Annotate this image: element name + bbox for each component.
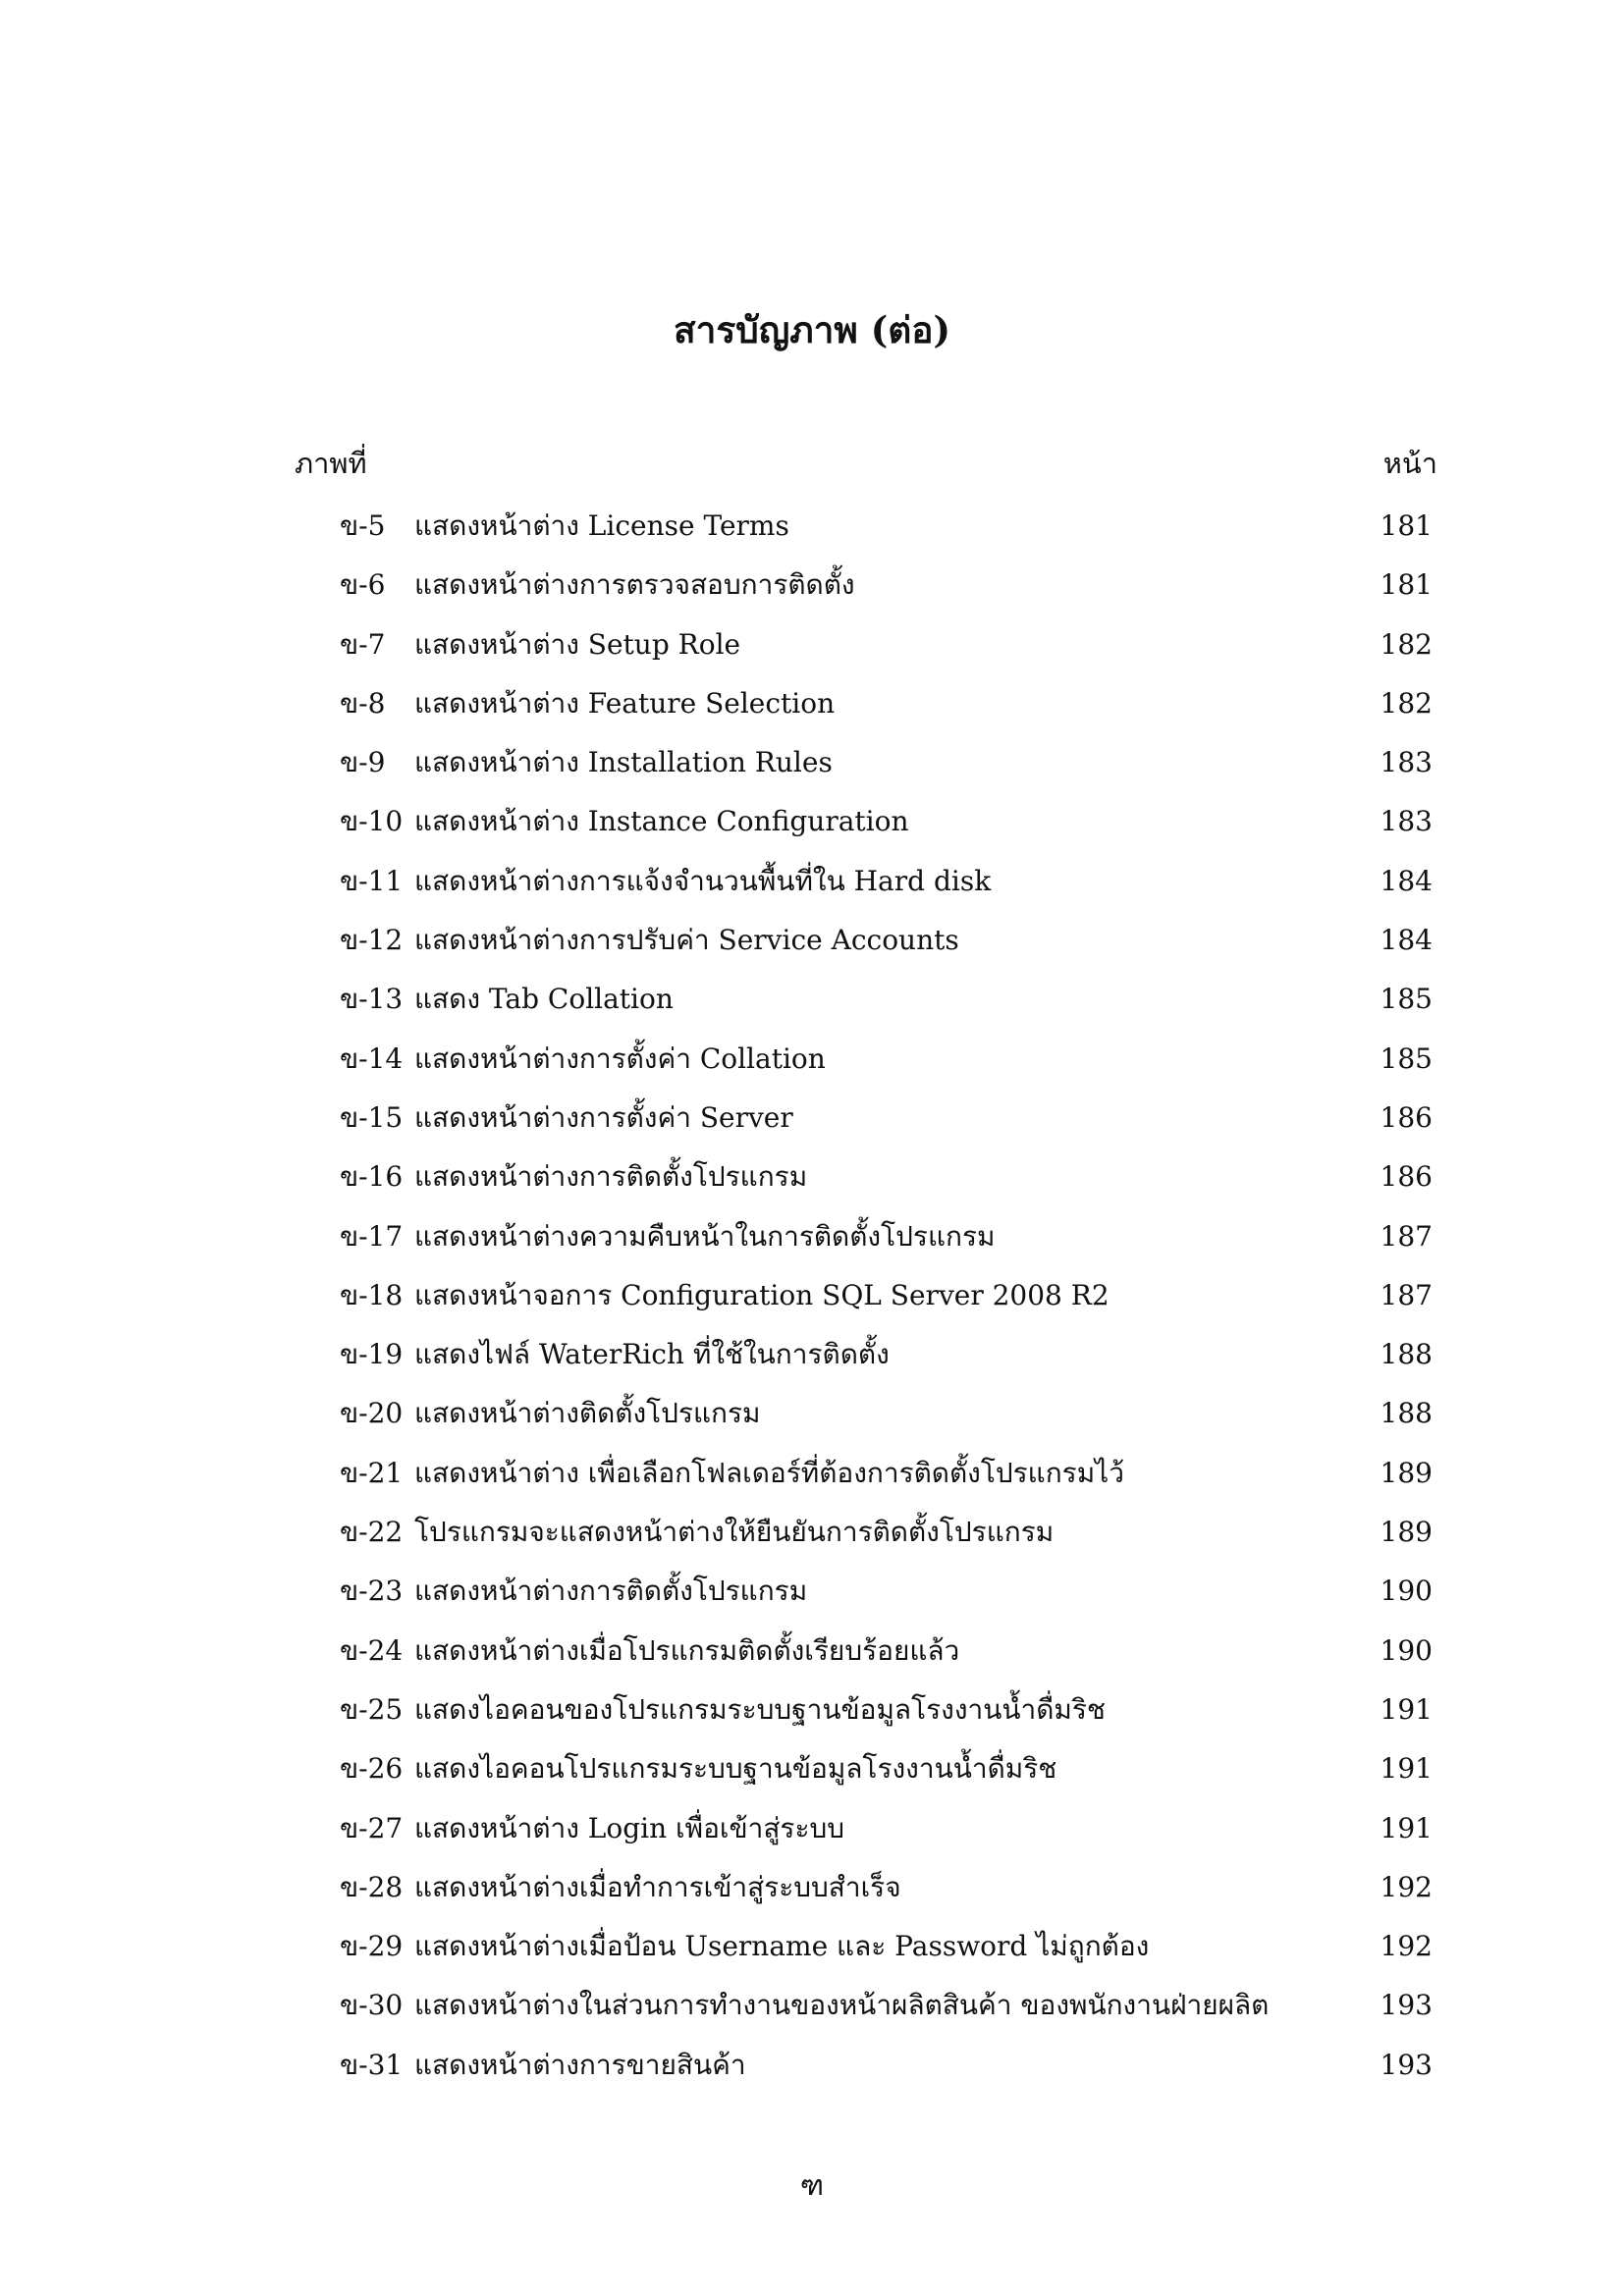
figure-page-number: 186	[1380, 1160, 1433, 1194]
figure-caption: แสดงไอคอนโปรแกรมระบบฐานข้อมูลโรงงานน้ำดื่มริช	[414, 1752, 1057, 1786]
figure-page-number: 182	[1380, 627, 1433, 661]
figure-number: ข-19	[340, 1338, 404, 1371]
figure-caption: แสดงหน้าต่าง Login เพื่อเข้าสู่ระบบ	[414, 1811, 845, 1844]
figure-page-number: 186	[1380, 1100, 1433, 1134]
figure-page-number: 190	[1380, 1633, 1433, 1667]
list-item	[0, 733, 1624, 792]
figure-page-number: 185	[1380, 983, 1433, 1016]
figure-caption: แสดงหน้าต่างเมื่อทำการเข้าสู่ระบบสำเร็จ	[414, 1870, 901, 1903]
list-item	[0, 1562, 1624, 1621]
figure-page-number: 185	[1380, 1041, 1433, 1075]
figure-page-number: 187	[1380, 1219, 1433, 1253]
figure-page-number: 193	[1380, 1989, 1433, 2022]
list-item	[0, 1384, 1624, 1443]
figure-number: ข-13	[340, 983, 404, 1016]
figure-page-number: 188	[1380, 1397, 1433, 1430]
figure-number: ข-31	[340, 2048, 404, 2081]
page-title: สารบัญภาพ (ต่อ)	[674, 308, 950, 351]
figure-caption: แสดงหน้าต่างการตรวจสอบการติดตั้ง	[414, 568, 855, 602]
figure-number: ข-28	[340, 1870, 404, 1903]
figure-number: ข-6	[340, 568, 386, 602]
figure-page-number: 189	[1380, 1456, 1433, 1489]
list-item	[0, 1681, 1624, 1739]
figure-number: ข-29	[340, 1930, 404, 1963]
figure-page-number: 192	[1380, 1930, 1433, 1963]
figure-number: ข-17	[340, 1219, 404, 1253]
figure-page-number: 190	[1380, 1575, 1433, 1608]
figure-caption: แสดงหน้าต่าง เพื่อเลือกโฟลเดอร์ที่ต้องการติดตั้งโปรแกรมไว้	[414, 1456, 1124, 1489]
figure-number: ข-10	[340, 805, 404, 838]
list-item	[0, 1207, 1624, 1266]
figure-list	[0, 497, 1624, 2095]
figure-page-number: 183	[1380, 805, 1433, 838]
list-item	[0, 556, 1624, 614]
list-item	[0, 852, 1624, 911]
figure-number: ข-20	[340, 1397, 404, 1430]
list-item	[0, 674, 1624, 733]
figure-page-number: 188	[1380, 1338, 1433, 1371]
figure-page-number: 181	[1380, 568, 1433, 602]
list-item	[0, 1976, 1624, 2035]
figure-number: ข-8	[340, 686, 386, 720]
list-item	[0, 1266, 1624, 1325]
figure-caption: แสดงไอคอนของโปรแกรมระบบฐานข้อมูลโรงงานน้ำดื่มริช	[414, 1692, 1106, 1726]
figure-caption: แสดงหน้าต่างเมื่อป้อน Username และ Password ไม่ถูกต้อง	[414, 1930, 1150, 1963]
figure-number: ข-12	[340, 924, 404, 957]
figure-caption: แสดงหน้าต่าง Feature Selection	[414, 686, 836, 720]
list-item	[0, 1089, 1624, 1148]
figure-caption: แสดงหน้าต่างการติดตั้งโปรแกรม	[414, 1575, 808, 1608]
figure-caption: แสดงหน้าต่างความคืบหน้าในการติดตั้งโปรแกรม	[414, 1219, 996, 1253]
page-column-heading: หน้า	[1382, 447, 1437, 480]
figure-caption: โปรแกรมจะแสดงหน้าต่างให้ยืนยันการติดตั้งโปรแกรม	[414, 1516, 1055, 1549]
figure-page-number: 182	[1380, 686, 1433, 720]
figure-caption: แสดงหน้าต่างเมื่อโปรแกรมติดตั้งเรียบร้อยแล้ว	[414, 1633, 960, 1667]
figure-page-number: 187	[1380, 1278, 1433, 1311]
list-item	[0, 1503, 1624, 1562]
figure-caption: แสดงหน้าจอการ Configuration SQL Server 2008 R2	[414, 1278, 1110, 1311]
figure-page-number: 184	[1380, 924, 1433, 957]
figure-page-number: 181	[1380, 509, 1433, 542]
list-item	[0, 970, 1624, 1029]
figure-number: ข-5	[340, 509, 386, 542]
figure-column-heading: ภาพที่	[295, 447, 367, 480]
figure-number: ข-23	[340, 1575, 404, 1608]
figure-number: ข-24	[340, 1633, 404, 1667]
list-item	[0, 911, 1624, 970]
figure-number: ข-15	[340, 1100, 404, 1134]
figure-number: ข-22	[340, 1516, 404, 1549]
figure-caption: แสดงหน้าต่าง License Terms	[414, 509, 789, 542]
list-item	[0, 1148, 1624, 1206]
figure-number: ข-21	[340, 1456, 404, 1489]
figure-number: ข-11	[340, 864, 404, 897]
figure-caption: แสดงหน้าต่างการปรับค่า Service Accounts	[414, 924, 959, 957]
figure-number: ข-16	[340, 1160, 404, 1194]
list-item	[0, 1858, 1624, 1917]
list-item	[0, 1622, 1624, 1681]
figure-caption: แสดงหน้าต่างติดตั้งโปรแกรม	[414, 1397, 761, 1430]
list-item	[0, 1739, 1624, 1798]
list-item	[0, 497, 1624, 556]
page-number: ฑ	[799, 2168, 825, 2202]
list-item	[0, 792, 1624, 851]
list-item	[0, 1030, 1624, 1089]
figure-caption: แสดงหน้าต่างในส่วนการทำงานของหน้าผลิตสินค้า ของพนักงานฝ่ายผลิต	[414, 1989, 1270, 2022]
list-item	[0, 1325, 1624, 1384]
list-item	[0, 1444, 1624, 1503]
figure-page-number: 191	[1380, 1811, 1433, 1844]
figure-caption: แสดง Tab Collation	[414, 983, 674, 1016]
figure-number: ข-25	[340, 1692, 404, 1726]
figure-caption: แสดงหน้าต่าง Installation Rules	[414, 746, 833, 779]
list-item	[0, 615, 1624, 674]
figure-caption: แสดงหน้าต่างการขายสินค้า	[414, 2048, 746, 2081]
list-item	[0, 1917, 1624, 1976]
figure-number: ข-18	[340, 1278, 404, 1311]
figure-number: ข-30	[340, 1989, 404, 2022]
figure-caption: แสดงหน้าต่างการตั้งค่า Server	[414, 1100, 793, 1134]
figure-page-number: 193	[1380, 2048, 1433, 2081]
figure-caption: แสดงหน้าต่างการแจ้งจำนวนพื้นที่ใน Hard disk	[414, 864, 992, 897]
list-item	[0, 2036, 1624, 2095]
figure-page-number: 191	[1380, 1692, 1433, 1726]
figure-page-number: 183	[1380, 746, 1433, 779]
figure-caption: แสดงไฟล์ WaterRich ที่ใช้ในการติดตั้ง	[414, 1338, 890, 1371]
figure-page-number: 184	[1380, 864, 1433, 897]
figure-caption: แสดงหน้าต่างการตั้งค่า Collation	[414, 1041, 826, 1075]
figure-caption: แสดงหน้าต่าง Setup Role	[414, 627, 741, 661]
figure-number: ข-27	[340, 1811, 404, 1844]
figure-caption: แสดงหน้าต่าง Instance Configuration	[414, 805, 909, 838]
figure-number: ข-26	[340, 1752, 404, 1786]
figure-page-number: 191	[1380, 1752, 1433, 1786]
list-item	[0, 1799, 1624, 1858]
figure-page-number: 189	[1380, 1516, 1433, 1549]
figure-number: ข-14	[340, 1041, 404, 1075]
figure-page-number: 192	[1380, 1870, 1433, 1903]
figure-number: ข-9	[340, 746, 386, 779]
figure-number: ข-7	[340, 627, 386, 661]
figure-caption: แสดงหน้าต่างการติดตั้งโปรแกรม	[414, 1160, 808, 1194]
